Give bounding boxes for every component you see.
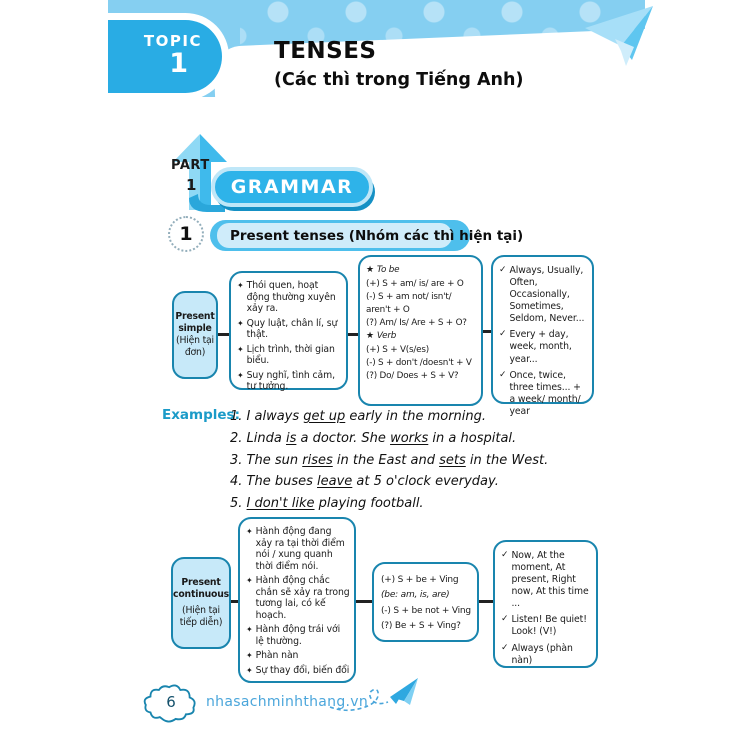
underlined-verb: leave bbox=[317, 474, 353, 490]
formula-line: (?) Am/ Is/ Are + S + O? bbox=[366, 318, 467, 329]
bullet-item bbox=[237, 280, 342, 315]
four-pointed-star-icon: ✦ bbox=[237, 370, 244, 380]
formula-line: (-) S + am not/ isn't/ aren't + O bbox=[366, 291, 452, 315]
bullet-item-text: Hành động trái với lệ thường. bbox=[255, 624, 341, 647]
topic-label: TOPIC bbox=[143, 32, 202, 51]
formula-line bbox=[366, 264, 478, 278]
check-icon: ✓ bbox=[501, 550, 509, 560]
example-sentence bbox=[230, 493, 630, 515]
tense-name: Present simple bbox=[175, 310, 215, 334]
tense-box-present-continuous bbox=[171, 557, 231, 649]
bullet-item bbox=[501, 643, 592, 667]
bullet-item-text: Phàn nàn bbox=[255, 650, 299, 662]
section-banner bbox=[210, 220, 524, 251]
four-pointed-star-icon: ✦ bbox=[246, 665, 253, 675]
page-number: 6 bbox=[166, 693, 176, 711]
four-pointed-star-icon: ✦ bbox=[237, 281, 244, 290]
example-text: 1. I always bbox=[230, 409, 304, 424]
star-icon: ★ bbox=[366, 331, 374, 342]
four-pointed-star-icon: ✦ bbox=[246, 576, 253, 586]
bullet-item-text: Thói quen, hoạt động thường xuyên xảy ra. bbox=[246, 280, 336, 315]
bullet-item-text: Once, twice, three times... + a week/ month/ year bbox=[509, 369, 581, 417]
bullet-item bbox=[246, 526, 350, 572]
example-text: 3. The sun bbox=[230, 452, 303, 468]
bullet-item-text: Now, At the moment, At present, Right now, At this time ... bbox=[511, 550, 589, 610]
underlined-verb: rises bbox=[302, 452, 333, 468]
formula-line: (-) S + be not + Ving bbox=[381, 605, 471, 616]
example-sentence bbox=[230, 471, 630, 493]
bullet-item-text: Always, Usually, Often, Occasionally, Sometimes, Seldom, Never... bbox=[509, 265, 585, 325]
example-text: at 5 o'clock everyday. bbox=[352, 474, 499, 490]
check-icon: ✓ bbox=[501, 642, 509, 653]
example-text: playing football. bbox=[314, 496, 424, 512]
part-number: 1 bbox=[186, 176, 197, 194]
check-icon: ✓ bbox=[499, 265, 507, 275]
tense-name: Present continuous bbox=[173, 577, 229, 601]
bullet-item-text: Hành động đang xảy ra tại thời điểm nói / xung quanh thời điểm nói. bbox=[255, 526, 345, 572]
underlined-verb: works bbox=[390, 430, 429, 446]
underlined-verb: is bbox=[285, 430, 297, 446]
formula-line bbox=[366, 330, 478, 344]
tense-box-present-simple bbox=[172, 291, 218, 379]
grammar-banner-title: GRAMMAR bbox=[230, 176, 354, 198]
four-pointed-star-icon: ✦ bbox=[237, 344, 244, 354]
bullet-item-text: Lịch trình, thời gian biểu. bbox=[246, 343, 335, 367]
formula-line: (+) S + V(s/es) bbox=[366, 344, 430, 355]
connector-line bbox=[348, 333, 358, 336]
underlined-verb: get up bbox=[303, 409, 346, 424]
connector-line bbox=[356, 600, 372, 603]
signal-box-present-simple bbox=[491, 255, 594, 417]
page-number-cloud bbox=[143, 683, 199, 725]
bullet-item bbox=[499, 265, 588, 325]
example-text: a doctor. She bbox=[296, 430, 391, 446]
connector-line bbox=[479, 600, 493, 603]
formula-line: (+) S + be + Ving bbox=[381, 575, 459, 585]
bullet-item-text: Hành động chắc chắn sẽ xảy ra trong tương lai, có kế hoạch. bbox=[255, 575, 350, 621]
four-pointed-star-icon: ✦ bbox=[246, 651, 253, 661]
bullet-item-text: Suy nghĩ, tình cảm, tư tưởng. bbox=[246, 369, 335, 393]
four-pointed-star-icon: ✦ bbox=[246, 527, 253, 536]
bullet-item bbox=[246, 624, 350, 647]
check-icon: ✓ bbox=[499, 329, 507, 340]
section-number: 1 bbox=[179, 223, 193, 245]
section-title: Present tenses (Nhóm các thì hiện tại) bbox=[217, 223, 452, 248]
formula-heading: To be bbox=[376, 265, 400, 275]
topic-badge bbox=[108, 20, 222, 93]
formula-box-present-continuous bbox=[372, 562, 479, 642]
paper-plane-icon bbox=[577, 6, 655, 74]
example-text: 5. bbox=[230, 496, 247, 512]
four-pointed-star-icon: ✦ bbox=[237, 318, 244, 328]
underlined-verb: I don't like bbox=[246, 496, 315, 512]
example-sentence bbox=[230, 428, 630, 450]
formula-line: (be: am, is, are) bbox=[381, 590, 450, 601]
dashed-trail-paper-plane-icon bbox=[328, 674, 420, 720]
bullet-item-text: Listen! Be quiet! Look! (V!) bbox=[511, 614, 587, 638]
page-title: TENSES bbox=[274, 38, 377, 64]
usage-box-present-continuous bbox=[238, 517, 356, 683]
connector-line bbox=[231, 600, 238, 603]
bullet-item bbox=[246, 575, 350, 621]
grammar-banner bbox=[211, 167, 373, 207]
connector-line bbox=[218, 333, 229, 336]
examples-list bbox=[230, 406, 630, 515]
underlined-verb: sets bbox=[439, 452, 466, 468]
bullet-item-text: Sự thay đổi, biến đổi bbox=[255, 664, 350, 676]
example-text: 2. Linda bbox=[230, 430, 286, 446]
bullet-item bbox=[237, 344, 342, 367]
bullet-item-text: Quy luật, chân lí, sự thật. bbox=[246, 317, 338, 341]
example-text: in the East and bbox=[332, 452, 440, 468]
example-text: early in the morning. bbox=[345, 409, 487, 424]
bullet-item bbox=[246, 650, 350, 662]
example-sentence bbox=[230, 406, 630, 428]
bullet-item-text: Always (phàn nàn) bbox=[511, 642, 573, 666]
website-link[interactable]: nhasachminhthang.vn bbox=[206, 694, 369, 710]
section-number-circle bbox=[168, 216, 204, 252]
formula-box-present-simple bbox=[358, 255, 483, 406]
tense-vietnamese: (Hiện tại tiếp diễn) bbox=[179, 604, 223, 628]
formula-line: (-) S + don't /doesn't + V bbox=[366, 357, 472, 368]
connector-line bbox=[483, 330, 491, 333]
formula-line: (+) S + am/ is/ are + O bbox=[366, 278, 464, 289]
signal-box-present-continuous bbox=[493, 540, 598, 668]
check-icon: ✓ bbox=[501, 614, 509, 625]
example-text: in the West. bbox=[465, 452, 549, 468]
formula-heading: Verb bbox=[376, 331, 397, 342]
page-subtitle: (Các thì trong Tiếng Anh) bbox=[274, 70, 524, 90]
four-pointed-star-icon: ✦ bbox=[246, 625, 253, 635]
example-sentence bbox=[230, 450, 630, 472]
check-icon: ✓ bbox=[499, 369, 507, 380]
bullet-item-text: Every + day, week, month, year... bbox=[509, 329, 572, 365]
tense-vietnamese: (Hiện tại đơn) bbox=[176, 335, 214, 359]
formula-line: (?) Be + S + Ving? bbox=[381, 621, 461, 632]
bullet-item bbox=[501, 614, 592, 638]
bullet-item bbox=[237, 318, 342, 341]
bullet-item bbox=[237, 370, 342, 393]
bullet-item bbox=[499, 329, 588, 365]
usage-box-present-simple bbox=[229, 271, 348, 393]
formula-line: (?) Do/ Does + S + V? bbox=[366, 371, 459, 382]
example-text: in a hospital. bbox=[428, 430, 517, 446]
topic-number: 1 bbox=[169, 48, 188, 80]
examples-label: Examples: bbox=[162, 407, 240, 423]
example-text: 4. The buses bbox=[230, 474, 318, 490]
part-label: PART bbox=[171, 158, 210, 173]
star-icon: ★ bbox=[366, 265, 374, 275]
bullet-item bbox=[501, 550, 592, 610]
